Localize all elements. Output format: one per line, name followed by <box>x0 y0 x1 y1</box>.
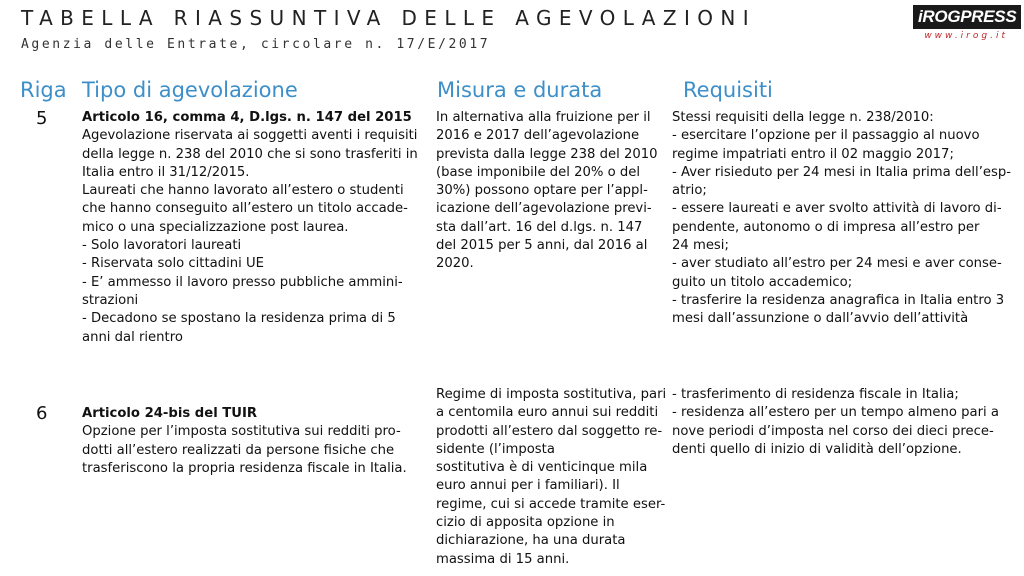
row-5-misura-line: 30%) possono optare per l’appl- <box>436 183 648 199</box>
row-6-misura-line: sidente (l’imposta <box>436 441 555 457</box>
row-5-misura-line: prevista dalla legge 238 del 2010 <box>436 146 658 162</box>
row-5-tipo-line: mico o una specializzazione post laurea. <box>82 219 349 235</box>
row-5-misura-line: icazione dell’agevolazione previ- <box>436 201 652 217</box>
row-5-misura-line: 2016 e 2017 dell’agevolazione <box>436 128 640 144</box>
row-5-misura-line: (base imponibile del 20% o del <box>436 164 641 180</box>
logo <box>913 5 1017 51</box>
row-5-requisiti-line: pendente, autonomo o di impresa all’estro per <box>672 219 980 235</box>
row-6-requisiti-cell <box>672 386 999 459</box>
row-5-tipo-title: Articolo 16, comma 4, D.lgs. n. 147 del 2015 <box>82 110 412 125</box>
row-5-requisiti-line: - essere laureati e aver svolto attività di lavoro di- <box>672 201 1002 217</box>
row-5-requisiti-line: atrio; <box>672 183 707 199</box>
row-6-misura-line: massima di 15 anni. <box>436 551 570 567</box>
row-5-requisiti-line: guito un titolo accademico; <box>672 274 853 290</box>
row-6-misura-cell <box>436 386 666 569</box>
row-5-requisiti-line: mesi dall’assunzione o dall’avvio dell’attività <box>672 311 969 327</box>
row-5-tipo-line: - E’ ammesso il lavoro presso pubbliche ammini- <box>82 274 403 290</box>
row-5-requisiti-line: Stessi requisiti della legge n. 238/2010: <box>672 110 934 125</box>
row-6-tipo-line: trasferiscono la propria residenza fiscale in Italia. <box>82 460 407 476</box>
row-5-tipo-line: Laureati che hanno lavorato all’estero o studenti <box>82 183 404 199</box>
row-5-tipo-line: anni dal rientro <box>82 329 183 345</box>
row-6-requisiti-line: denti quello di inizio di validità dell’opzione. <box>672 441 962 457</box>
row-6-misura-line: cizio di apposita opzione in <box>436 515 615 531</box>
page-subtitle: Agenzia delle Entrate, circolare n. 17/E/2017 <box>21 37 491 52</box>
row-6-requisiti-line: nove periodi d’imposta nel corso dei dieci prece- <box>672 423 994 439</box>
column-header-tipo: Tipo di agevolazione <box>82 78 298 102</box>
row-6-misura-line: prodotti all’estero dal soggetto re- <box>436 423 663 439</box>
row-number: 6 <box>36 403 48 424</box>
page-title: TABELLA RIASSUNTIVA DELLE AGEVOLAZIONI <box>21 6 757 30</box>
row-6-requisiti-line: - trasferimento di residenza fiscale in Italia; <box>672 387 959 402</box>
column-header-misura: Misura e durata <box>437 78 603 102</box>
row-5-tipo-line: - Solo lavoratori laureati <box>82 238 242 254</box>
row-5-misura-line: 2020. <box>436 256 474 272</box>
row-6-tipo-cell <box>82 405 407 478</box>
column-header-riga: Riga <box>20 78 67 102</box>
row-5-tipo-line: Italia entro il 31/12/2015. <box>82 164 250 180</box>
row-5-requisiti-line: - Aver risieduto per 24 mesi in Italia prima dell’esp- <box>672 164 1012 180</box>
row-5-requisiti-line: - esercitare l’opzione per il passaggio al nuovo <box>672 128 980 144</box>
row-5-tipo-line: della legge n. 238 del 2010 che si sono trasferiti in <box>82 146 418 162</box>
row-6-misura-line: sostitutiva è di venticinque mila <box>436 460 648 476</box>
row-6-tipo-line: Opzione per l’imposta sostitutiva sui redditi pro- <box>82 424 401 440</box>
row-6-misura-line: euro annui per i familiari). Il <box>436 478 620 494</box>
row-number: 5 <box>36 108 48 129</box>
row-6-misura-line: a centomila euro annui sui redditi <box>436 405 659 421</box>
row-5-misura-line: sta dall’art. 16 del d.lgs. n. 147 <box>436 219 643 235</box>
row-5-requisiti-cell <box>672 109 1011 329</box>
row-6-misura-line: regime, cui si accede tramite eser- <box>436 496 666 512</box>
row-5-requisiti-line: - aver studiato all’estro per 24 mesi e aver conse- <box>672 256 1002 272</box>
row-5-misura-line: del 2015 per 5 anni, dal 2016 al <box>436 238 648 254</box>
row-6-misura-line: Regime di imposta sostitutiva, pari <box>436 387 667 402</box>
column-header-requisiti: Requisiti <box>683 78 773 102</box>
row-5-misura-cell <box>436 109 658 274</box>
row-6-requisiti-line: - residenza all’estero per un tempo almeno pari a <box>672 405 999 421</box>
logo-brand: iROGPRESS <box>913 5 1021 29</box>
row-5-tipo-cell <box>82 109 418 347</box>
row-5-misura-line: In alternativa alla fruizione per il <box>436 110 651 125</box>
row-5-tipo-line: che hanno conseguito all’estero un titolo accade- <box>82 201 408 217</box>
row-6-tipo-title: Articolo 24-bis del TUIR <box>82 406 258 421</box>
row-5-requisiti-line: - trasferire la residenza anagrafica in Italia entro 3 <box>672 292 1005 308</box>
logo-url: www.irog.it <box>924 31 1008 41</box>
row-5-tipo-line: - Decadono se spostano la residenza prima di 5 <box>82 311 396 327</box>
row-5-requisiti-line: 24 mesi; <box>672 238 729 254</box>
row-5-tipo-line: Agevolazione riservata ai soggetti aventi i requisiti <box>82 128 418 144</box>
row-6-tipo-line: dotti all’estero realizzati da persone fisiche che <box>82 442 395 458</box>
row-5-tipo-line: - Riservata solo cittadini UE <box>82 256 264 272</box>
row-6-misura-line: dichiarazione, ha una durata <box>436 533 626 549</box>
row-5-requisiti-line: regime impatriati entro il 02 maggio 2017; <box>672 146 954 162</box>
row-5-tipo-line: strazioni <box>82 292 139 308</box>
